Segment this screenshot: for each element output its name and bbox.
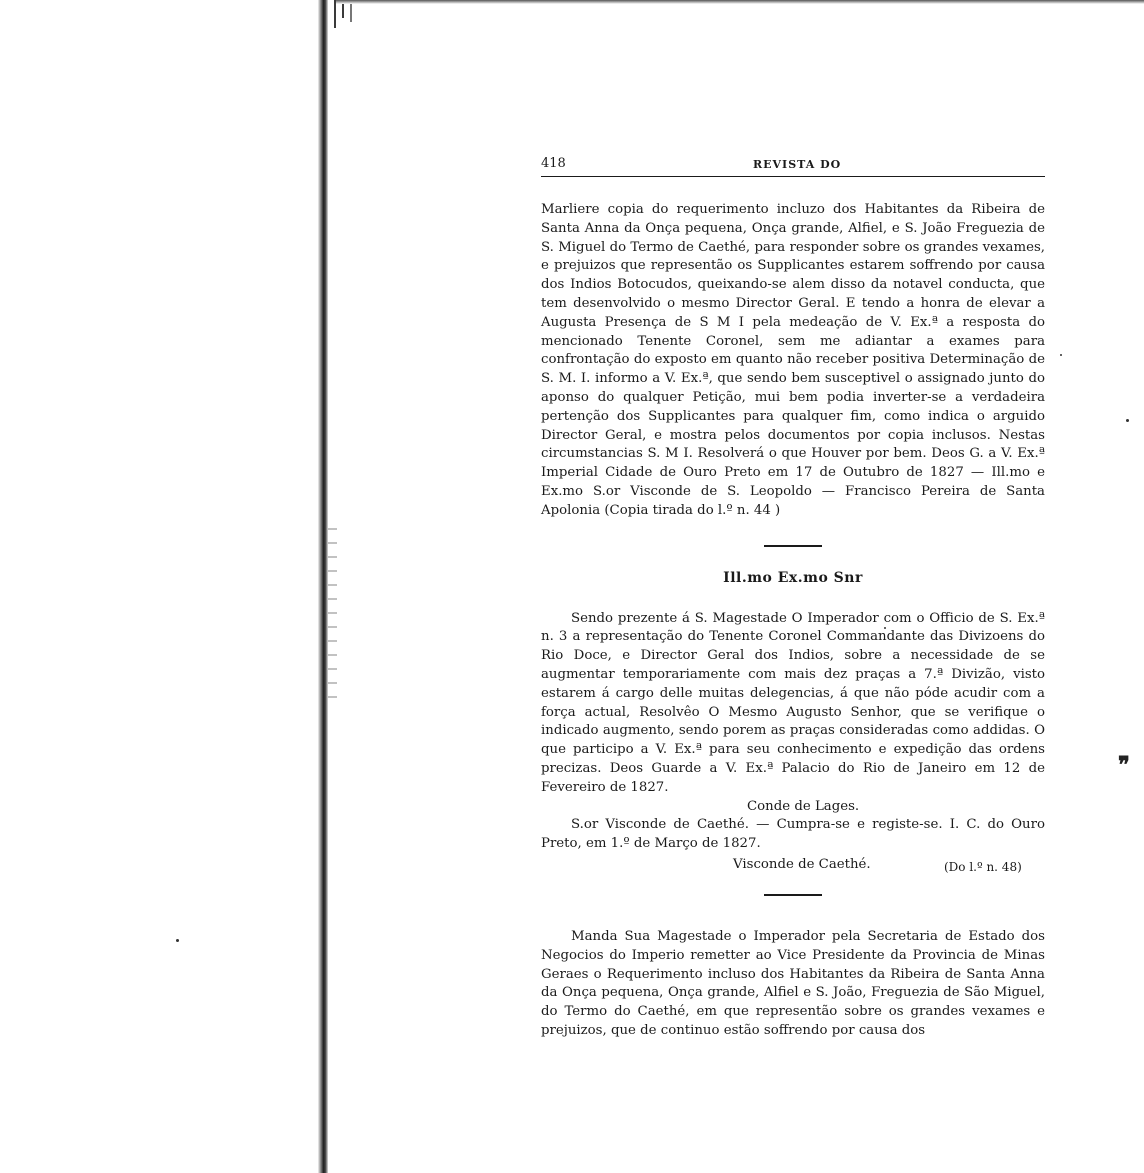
running-header: [541, 152, 1045, 177]
paragraph-imperial-order: Manda Sua Magestade o Imperador pela Secretaria de Estado dos Negocios do Imperio remetter ao Vice Presidente da Provincia de Minas Geraes o Requerimento incluso dos Habitantes da Ribeira de Santa Anna da Onça pequena, Onça grande, Alfiel e S. João, Freguezia de São Miguel, do Termo do Caethé, em que representão sobre os grandes vexames e prejuizos, que de continuo estão soffrendo por causa dos: [541, 928, 1045, 1038]
salutation-heading: Ill.mo Ex.mo Snr: [723, 569, 863, 586]
margin-ink-mark: ❞: [1118, 752, 1130, 778]
signature-conde-de-lages: Conde de Lages.: [747, 798, 860, 814]
signature-visconde-de-caethe: Visconde de Caethé.: [733, 856, 871, 872]
scan-speck: [176, 939, 179, 942]
book-page: [541, 152, 1045, 1041]
section-divider: [764, 545, 822, 547]
order-cumpra-se: S.or Visconde de Caethé. — Cumpra-se e registe-se. I. C. do Ouro Preto, em 1.º de Março de 1827.: [541, 817, 1045, 852]
scan-speck: [1126, 419, 1129, 422]
page-number: 418: [541, 156, 566, 171]
binding-mark: [334, 0, 336, 28]
book-binding-gutter: [318, 0, 328, 1173]
running-title: REVISTA DO: [753, 158, 842, 171]
scan-speck: [1060, 354, 1062, 356]
page-top-edge: [336, 0, 1144, 4]
blank-left-margin: [0, 0, 326, 1173]
margin-bleed-marks: [327, 528, 337, 708]
paragraph-conde-de-lages-letter: Sendo prezente á S. Magestade O Imperador com o Officio de S. Ex.ª n. 3 a representação do Tenente Coronel Commandante das Divizoens do Rio Doce, e Director Geral dos Indios, sobre a necessidade de se augmentar temporariamente com mais dez praças a 7.ª Divizão, visto estarem á cargo delle muitas delegencias, á que não póde acudir com a força actual, Resolvêo O Mesmo Augusto Senhor, que se verifique o indicado augmento, sendo porem as praças consideradas como addidas. O que participo a V. Ex.ª para seu conhecimento e expedição das ordens precizas. Deos Guarde a V. Ex.ª Palacio do Rio de Janeiro em 12 de Fevereiro de 1827.: [541, 610, 1045, 795]
section-divider: [764, 894, 822, 896]
source-reference: (Do l.º n. 48): [944, 859, 1022, 874]
paragraph-marliere-letter: Marliere copia do requerimento incluzo dos Habitantes da Ribeira de Santa Anna da Onça pequena, Onça grande, Alfiel, e S. João Freguezia de S. Miguel do Termo de Caethé, para responder sobre os grandes vexames, e prejuizos que representão os Supplicantes estarem soffrendo por causa dos Indios Botocudos, queixando-se alem disso da notavel conducta, que tem desenvolvido o mesmo Director Geral. E tendo a honra de elevar a Augusta Presença de S M I pela medeação de V. Ex.ª a resposta do mencionado Tenente Coronel, sem me adiantar a exames para confrontação do exposto em quanto não receber positiva Determinação de S. M. I. informo a V. Ex.ª, que sendo bem susceptivel o assignado junto do aponso do qualquer Petição, mui bem podia inverter-se a verdadeira pertenção dos Supplicantes para qualquer fim, como indica o arguido Director Geral, e mostra pelos documentos por copia inclusos. Nestas circumstancias S. M I. Resolverá o que Houver por bem. Deos G. a V. Ex.ª Imperial Cidade de Ouro Preto em 17 de Outubro de 1827 — Ill.mo e Ex.mo S.or Visconde de S. Leopoldo — Francisco Pereira de Santa Apolonia (Copia tirada do l.º n. 44 ): [541, 202, 1045, 518]
closing-block: [541, 854, 1045, 894]
